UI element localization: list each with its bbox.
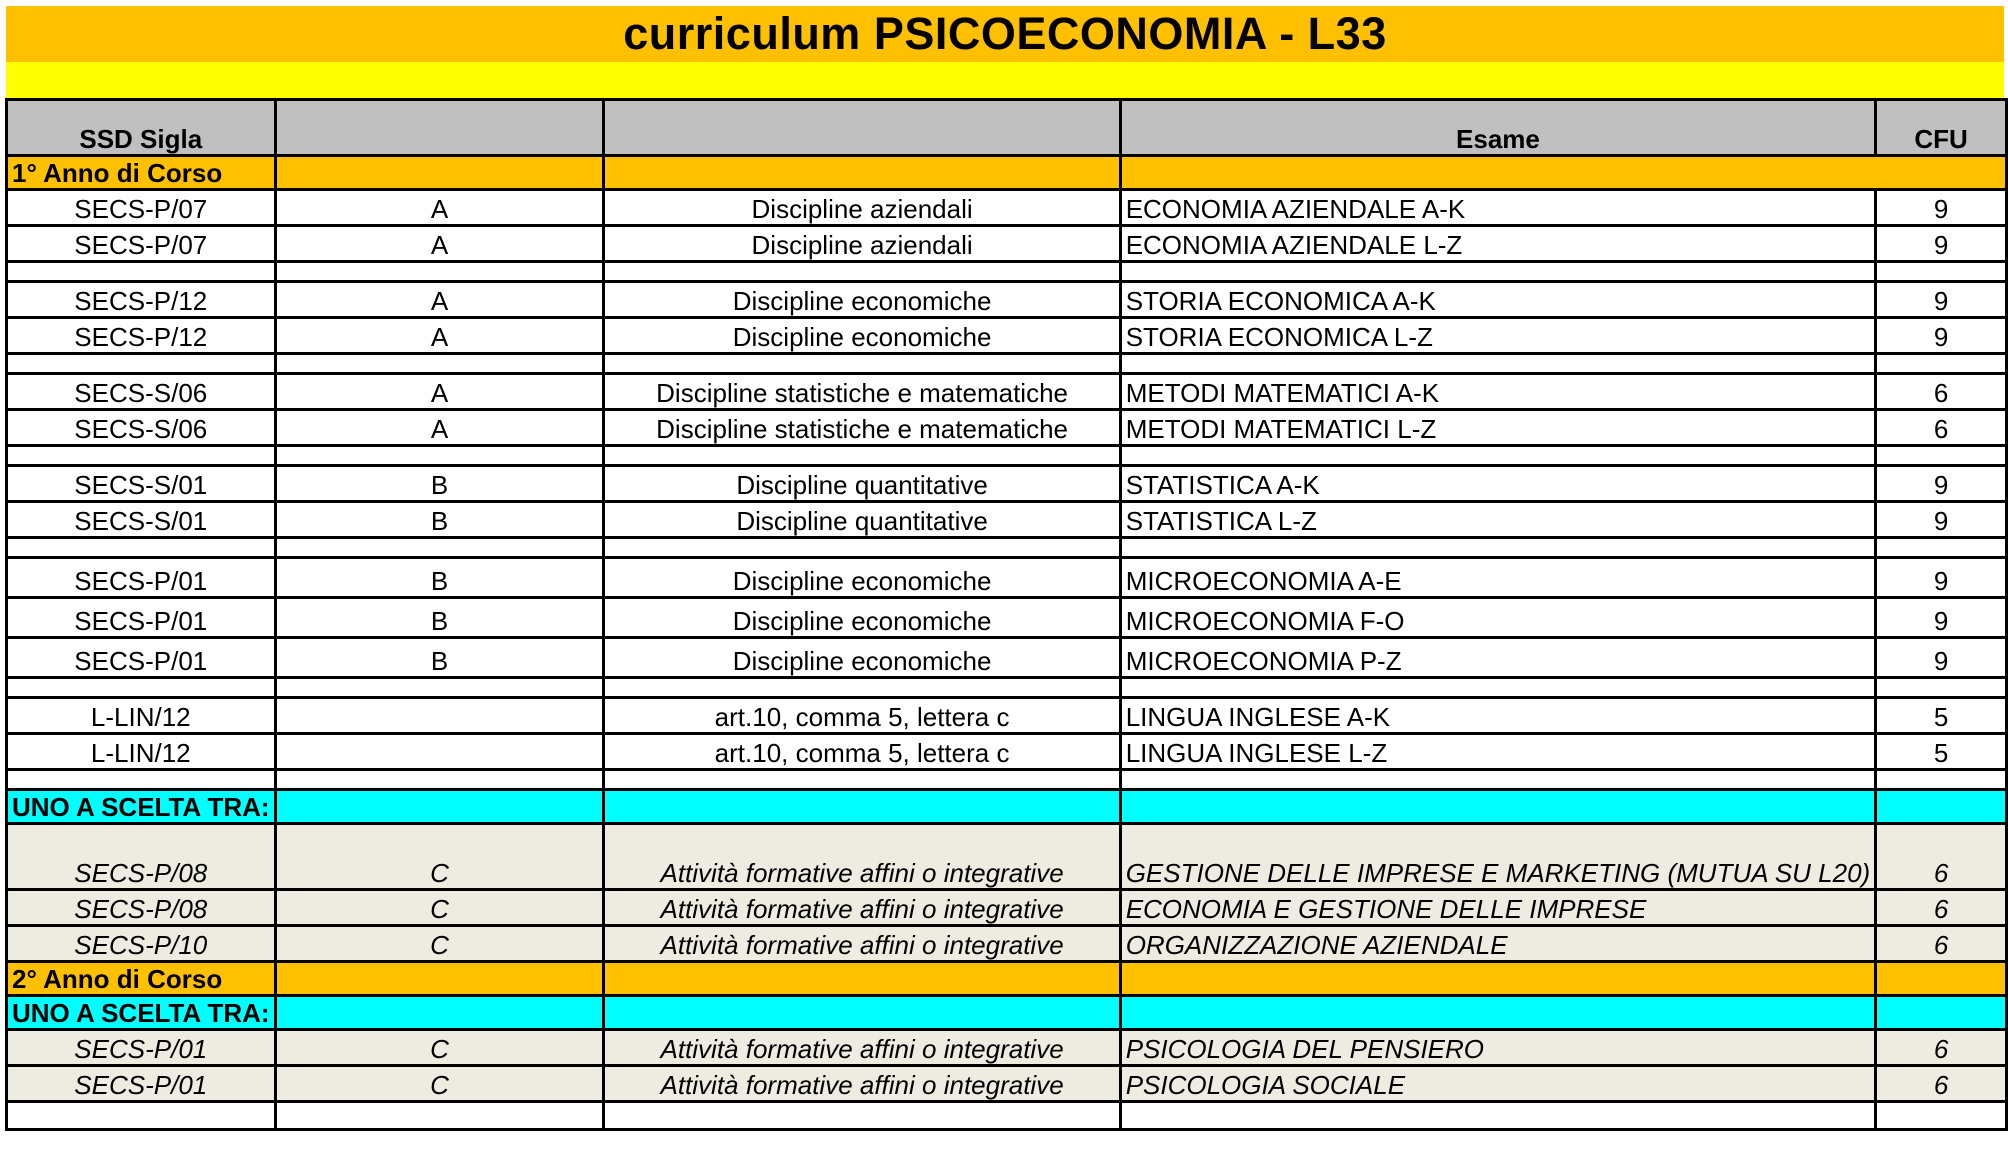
ssd-cell: SECS-S/06: [7, 374, 276, 410]
year1-row-blank-2: [275, 156, 604, 190]
cfu-cell: 6: [1876, 926, 2007, 962]
ssd-cell: SECS-P/08: [7, 890, 276, 926]
area-cell: Discipline statistiche e matematiche: [604, 410, 1120, 446]
empty-cell: [604, 1102, 1120, 1130]
spacer-row: [7, 354, 2007, 374]
empty-cell: [1120, 354, 1876, 374]
course-row: [7, 638, 2007, 678]
exam-cell: LINGUA INGLESE L-Z: [1120, 734, 1876, 770]
empty-cell: [604, 538, 1120, 558]
title-bar: [6, 6, 2004, 62]
course-row: [7, 374, 2007, 410]
choice-row-1-label: UNO A SCELTA TRA:: [7, 790, 276, 824]
type-cell: C: [275, 890, 604, 926]
empty-cell: [7, 262, 276, 282]
choice-row-2-blank-2: [275, 996, 604, 1030]
cfu-cell: 9: [1876, 226, 2007, 262]
cfu-cell: 5: [1876, 698, 2007, 734]
header-col2: [275, 100, 604, 156]
year2-row: [7, 962, 2007, 996]
area-cell: Attività formative affini o integrative: [604, 926, 1120, 962]
course-row: [7, 598, 2007, 638]
type-cell: C: [275, 1066, 604, 1102]
empty-cell: [7, 678, 276, 698]
choice-row-2-blank-4: [1120, 996, 1876, 1030]
cfu-cell: 6: [1876, 410, 2007, 446]
type-cell: A: [275, 190, 604, 226]
cfu-cell: 6: [1876, 374, 2007, 410]
cfu-cell: 6: [1876, 1030, 2007, 1066]
ssd-cell: SECS-P/01: [7, 558, 276, 598]
course-row: [7, 1066, 2007, 1102]
cfu-cell: 9: [1876, 598, 2007, 638]
choice-row-1-blank-3: [604, 790, 1120, 824]
ssd-cell: SECS-P/12: [7, 318, 276, 354]
course-row: [7, 282, 2007, 318]
year2-row-blank-2: [275, 962, 604, 996]
header-row: [7, 100, 2007, 156]
empty-cell: [604, 262, 1120, 282]
area-cell: Discipline quantitative: [604, 466, 1120, 502]
year1-row: [7, 156, 2007, 190]
type-cell: C: [275, 926, 604, 962]
empty-cell: [1120, 1102, 1876, 1130]
type-cell: A: [275, 282, 604, 318]
course-row: [7, 926, 2007, 962]
course-row: [7, 1030, 2007, 1066]
exam-cell: GESTIONE DELLE IMPRESE E MARKETING (MUTUA SU L20): [1120, 824, 1876, 890]
cfu-cell: 6: [1876, 824, 2007, 890]
empty-cell: [1120, 538, 1876, 558]
empty-cell: [7, 538, 276, 558]
type-cell: A: [275, 226, 604, 262]
exam-cell: METODI MATEMATICI L-Z: [1120, 410, 1876, 446]
ssd-cell: SECS-P/01: [7, 638, 276, 678]
type-cell: B: [275, 558, 604, 598]
type-cell: B: [275, 638, 604, 678]
empty-cell: [275, 446, 604, 466]
choice-row-1: [7, 790, 2007, 824]
course-row: [7, 502, 2007, 538]
course-row: [7, 890, 2007, 926]
area-cell: Attività formative affini o integrative: [604, 824, 1120, 890]
year2-row-blank-5: [1876, 962, 2007, 996]
course-row: [7, 410, 2007, 446]
spacer-row: [7, 446, 2007, 466]
choice-row-1-blank-5: [1876, 790, 2007, 824]
exam-cell: ECONOMIA E GESTIONE DELLE IMPRESE: [1120, 890, 1876, 926]
ssd-cell: SECS-P/01: [7, 598, 276, 638]
cfu-cell: 6: [1876, 890, 2007, 926]
empty-cell: [1876, 770, 2007, 790]
choice-row-2: [7, 996, 2007, 1030]
course-row: [7, 698, 2007, 734]
empty-cell: [1120, 446, 1876, 466]
year1-row-blank-3: [604, 156, 1120, 190]
header-cfu: CFU: [1876, 100, 2007, 156]
year2-row-blank-3: [604, 962, 1120, 996]
header-ssd: SSD Sigla: [7, 100, 276, 156]
empty-cell: [1876, 446, 2007, 466]
course-row: [7, 190, 2007, 226]
type-cell: [275, 698, 604, 734]
year2-row-label: 2° Anno di Corso: [7, 962, 276, 996]
course-row: [7, 824, 2007, 890]
area-cell: Discipline economiche: [604, 318, 1120, 354]
spacer-row: [7, 1102, 2007, 1130]
empty-cell: [275, 1102, 604, 1130]
title-band: [6, 62, 2004, 98]
cfu-cell: 6: [1876, 1066, 2007, 1102]
exam-cell: STORIA ECONOMICA L-Z: [1120, 318, 1876, 354]
empty-cell: [604, 354, 1120, 374]
ssd-cell: SECS-P/10: [7, 926, 276, 962]
empty-cell: [1120, 262, 1876, 282]
choice-row-1-blank-4: [1120, 790, 1876, 824]
empty-cell: [275, 262, 604, 282]
area-cell: Discipline quantitative: [604, 502, 1120, 538]
exam-cell: STATISTICA L-Z: [1120, 502, 1876, 538]
exam-cell: METODI MATEMATICI A-K: [1120, 374, 1876, 410]
exam-cell: MICROECONOMIA P-Z: [1120, 638, 1876, 678]
course-row: [7, 318, 2007, 354]
ssd-cell: SECS-S/06: [7, 410, 276, 446]
area-cell: Discipline economiche: [604, 598, 1120, 638]
exam-cell: MICROECONOMIA A-E: [1120, 558, 1876, 598]
empty-cell: [7, 354, 276, 374]
exam-cell: ECONOMIA AZIENDALE L-Z: [1120, 226, 1876, 262]
cfu-cell: 9: [1876, 502, 2007, 538]
empty-cell: [1876, 1102, 2007, 1130]
header-esame: Esame: [1120, 100, 1876, 156]
ssd-cell: SECS-P/07: [7, 190, 276, 226]
cfu-cell: 9: [1876, 558, 2007, 598]
area-cell: Discipline economiche: [604, 282, 1120, 318]
empty-cell: [604, 446, 1120, 466]
exam-cell: ECONOMIA AZIENDALE A-K: [1120, 190, 1876, 226]
ssd-cell: L-LIN/12: [7, 734, 276, 770]
area-cell: Discipline statistiche e matematiche: [604, 374, 1120, 410]
year1-row-blank-4: [1120, 156, 2006, 190]
type-cell: [275, 734, 604, 770]
area-cell: art.10, comma 5, lettera c: [604, 734, 1120, 770]
type-cell: B: [275, 598, 604, 638]
exam-cell: PSICOLOGIA SOCIALE: [1120, 1066, 1876, 1102]
type-cell: B: [275, 502, 604, 538]
cfu-cell: 9: [1876, 466, 2007, 502]
area-cell: art.10, comma 5, lettera c: [604, 698, 1120, 734]
choice-row-2-blank-5: [1876, 996, 2007, 1030]
empty-cell: [604, 678, 1120, 698]
spacer-row: [7, 262, 2007, 282]
cfu-cell: 9: [1876, 638, 2007, 678]
empty-cell: [1120, 770, 1876, 790]
course-row: [7, 466, 2007, 502]
year1-row-label: 1° Anno di Corso: [7, 156, 276, 190]
cfu-cell: 9: [1876, 318, 2007, 354]
exam-cell: STATISTICA A-K: [1120, 466, 1876, 502]
exam-cell: ORGANIZZAZIONE AZIENDALE: [1120, 926, 1876, 962]
header-col3: [604, 100, 1120, 156]
ssd-cell: SECS-P/12: [7, 282, 276, 318]
area-cell: Attività formative affini o integrative: [604, 1030, 1120, 1066]
empty-cell: [604, 770, 1120, 790]
empty-cell: [275, 678, 604, 698]
cfu-cell: 9: [1876, 190, 2007, 226]
empty-cell: [1876, 678, 2007, 698]
ssd-cell: SECS-S/01: [7, 466, 276, 502]
exam-cell: PSICOLOGIA DEL PENSIERO: [1120, 1030, 1876, 1066]
choice-row-1-blank-2: [275, 790, 604, 824]
course-row: [7, 734, 2007, 770]
ssd-cell: L-LIN/12: [7, 698, 276, 734]
area-cell: Attività formative affini o integrative: [604, 890, 1120, 926]
page-title: curriculum PSICOECONOMIA - L33: [623, 8, 1387, 59]
area-cell: Attività formative affini o integrative: [604, 1066, 1120, 1102]
spacer-row: [7, 538, 2007, 558]
exam-cell: MICROECONOMIA F-O: [1120, 598, 1876, 638]
choice-row-2-blank-3: [604, 996, 1120, 1030]
choice-row-2-label: UNO A SCELTA TRA:: [7, 996, 276, 1030]
empty-cell: [1876, 538, 2007, 558]
empty-cell: [275, 770, 604, 790]
type-cell: C: [275, 1030, 604, 1066]
ssd-cell: SECS-S/01: [7, 502, 276, 538]
year2-row-blank-4: [1120, 962, 1876, 996]
ssd-cell: SECS-P/01: [7, 1030, 276, 1066]
area-cell: Discipline economiche: [604, 638, 1120, 678]
empty-cell: [7, 446, 276, 466]
empty-cell: [7, 1102, 276, 1130]
empty-cell: [275, 538, 604, 558]
exam-cell: LINGUA INGLESE A-K: [1120, 698, 1876, 734]
ssd-cell: SECS-P/08: [7, 824, 276, 890]
curriculum-table: [5, 98, 2008, 1131]
empty-cell: [1120, 678, 1876, 698]
empty-cell: [1876, 262, 2007, 282]
type-cell: A: [275, 410, 604, 446]
course-row: [7, 558, 2007, 598]
empty-cell: [1876, 354, 2007, 374]
ssd-cell: SECS-P/07: [7, 226, 276, 262]
area-cell: Discipline aziendali: [604, 226, 1120, 262]
cfu-cell: 5: [1876, 734, 2007, 770]
empty-cell: [275, 354, 604, 374]
exam-cell: STORIA ECONOMICA A-K: [1120, 282, 1876, 318]
type-cell: A: [275, 374, 604, 410]
cfu-cell: 9: [1876, 282, 2007, 318]
type-cell: B: [275, 466, 604, 502]
type-cell: C: [275, 824, 604, 890]
area-cell: Discipline economiche: [604, 558, 1120, 598]
empty-cell: [7, 770, 276, 790]
ssd-cell: SECS-P/01: [7, 1066, 276, 1102]
area-cell: Discipline aziendali: [604, 190, 1120, 226]
type-cell: A: [275, 318, 604, 354]
spacer-row: [7, 770, 2007, 790]
spacer-row: [7, 678, 2007, 698]
course-row: [7, 226, 2007, 262]
